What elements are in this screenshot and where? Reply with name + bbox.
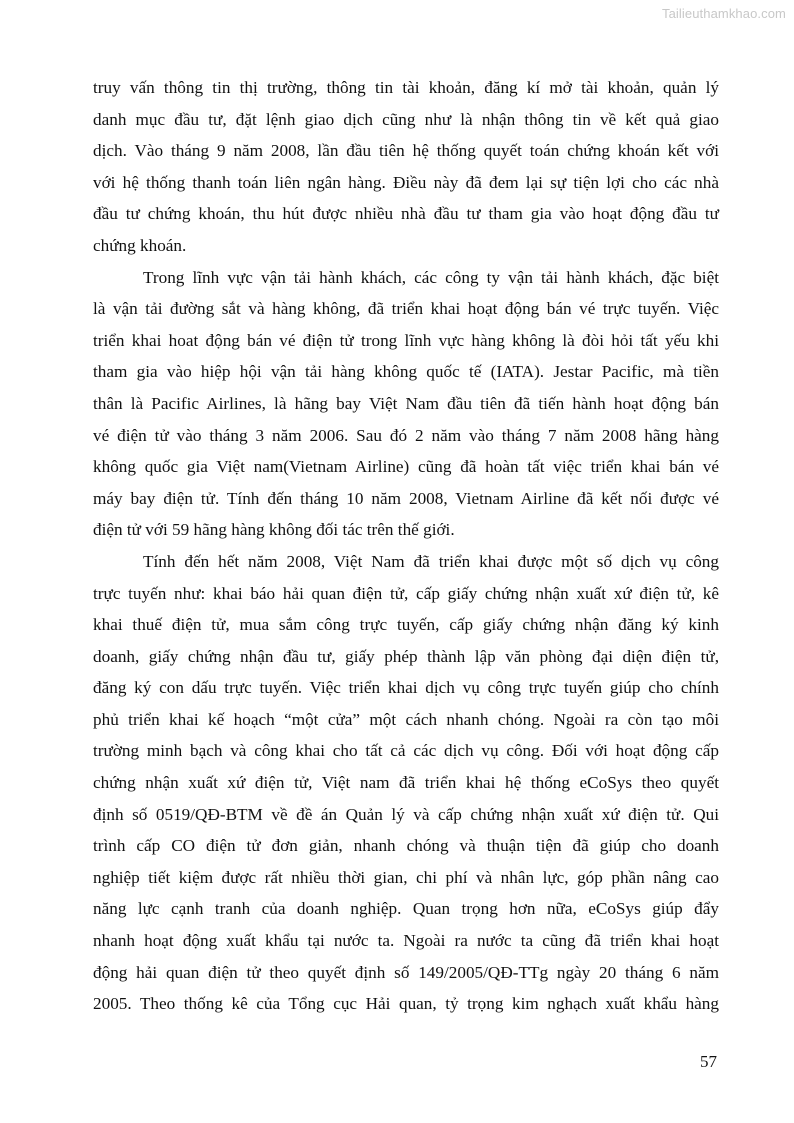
text-line: Trong lĩnh vực vận tải hành khách, các công ty vận tải hành khách, đặc biệt — [143, 267, 719, 287]
text-line: doanh, giấy chứng nhận đầu tư, giấy phép thành lập văn phòng đại diện điện tử, — [93, 646, 719, 666]
text-line: chứng nhận xuất xứ điện tử, Việt nam đã triển khai hệ thống eCoSys theo quyết — [93, 773, 719, 793]
text-line: vé điện tử vào tháng 3 năm 2006. Sau đó 2 năm vào tháng 7 năm 2008 hãng hàng — [93, 425, 719, 445]
text-line: đăng ký con dấu trực tuyến. Việc triển khai dịch vụ công trực tuyến giúp cho chính — [93, 678, 719, 698]
text-line: chứng khoán. — [93, 235, 187, 255]
paragraph-2 — [93, 262, 719, 546]
text-line: máy bay điện tử. Tính đến tháng 10 năm 2008, Vietnam Airline đã kết nối được vé — [93, 488, 719, 508]
text-line: năng lực cạnh tranh của doanh nghiệp. Quan trọng hơn nữa, eCoSys giúp đẩy — [93, 899, 719, 919]
text-line: nhanh hoạt động xuất khẩu tại nước ta. Ngoài ra nước ta cũng đã triển khai hoạt — [93, 931, 719, 951]
page-body — [93, 72, 719, 1020]
text-line: động hải quan điện tử theo quyết định số 149/2005/QĐ-TTg ngày 20 tháng 6 năm — [93, 962, 719, 982]
text-line: 2005. Theo thống kê của Tổng cục Hải quan, tỷ trọng kim nghạch xuất khẩu hàng — [93, 994, 719, 1014]
text-line: đầu tư chứng khoán, thu hút được nhiều nhà đầu tư tham gia vào hoạt động đầu tư — [93, 204, 719, 224]
text-line: danh mục đầu tư, đặt lệnh giao dịch cũng như là nhận thông tin về kết quả giao — [93, 109, 719, 129]
text-line: trình cấp CO điện tử đơn giản, nhanh chóng và thuận tiện đã giúp cho doanh — [93, 836, 719, 856]
text-line: là vận tải đường sắt và hàng không, đã triển khai hoạt động bán vé trực tuyến. Việc — [93, 299, 719, 319]
text-line: điện tử với 59 hãng hàng không đối tác trên thế giới. — [93, 520, 455, 540]
text-line: Tính đến hết năm 2008, Việt Nam đã triển khai được một số dịch vụ công — [143, 551, 719, 571]
text-line: triển khai hoat động bán vé điện tử trong lĩnh vực hàng không là đòi hỏi tất yếu khi — [93, 330, 719, 350]
text-line: thân là Pacific Airlines, là hãng bay Việt Nam đầu tiên đã tiến hành hoạt động bán — [93, 393, 719, 413]
paragraph-3 — [93, 546, 719, 1020]
text-line: phủ triển khai kế hoạch “một cửa” một cách nhanh chóng. Ngoài ra còn tạo môi — [93, 709, 719, 729]
page-number: 57 — [700, 1052, 717, 1071]
text-line: nghiệp tiết kiệm được rất nhiều thời gian, chi phí và nhân lực, góp phần nâng cao — [93, 867, 719, 887]
text-line: trực tuyến như: khai báo hải quan điện tử, cấp giấy chứng nhận xuất xứ điện tử, kê — [93, 583, 719, 603]
text-line: với hệ thống thanh toán liên ngân hàng. Điều này đã đem lại sự tiện lợi cho các nhà — [93, 172, 719, 192]
text-line: dịch. Vào tháng 9 năm 2008, lần đầu tiên hệ thống quyết toán chứng khoán kết với — [93, 141, 719, 161]
text-line: truy vấn thông tin thị trường, thông tin tài khoản, đăng kí mở tài khoản, quản lý — [93, 78, 719, 97]
text-line: tham gia vào hiệp hội vận tải hàng không quốc tế (IATA). Jestar Pacific, mà tiền — [93, 362, 719, 382]
text-line: không quốc gia Việt nam(Vietnam Airline) cũng đã hoàn tất việc triển khai bán vé — [93, 457, 719, 477]
text-line: định số 0519/QĐ-BTM về đề án Quản lý và cấp chứng nhận xuất xứ điện tử. Qui — [93, 804, 719, 824]
text-line: trường minh bạch và công khai cho tất cả các dịch vụ công. Đối với hoạt động cấp — [93, 741, 719, 761]
watermark: Tailieuthamkhao.com — [661, 6, 786, 21]
text-line: khai thuế điện tử, mua sắm công trực tuyến, cấp giấy chứng nhận đăng ký kinh — [93, 615, 719, 635]
paragraph-1 — [93, 72, 719, 262]
